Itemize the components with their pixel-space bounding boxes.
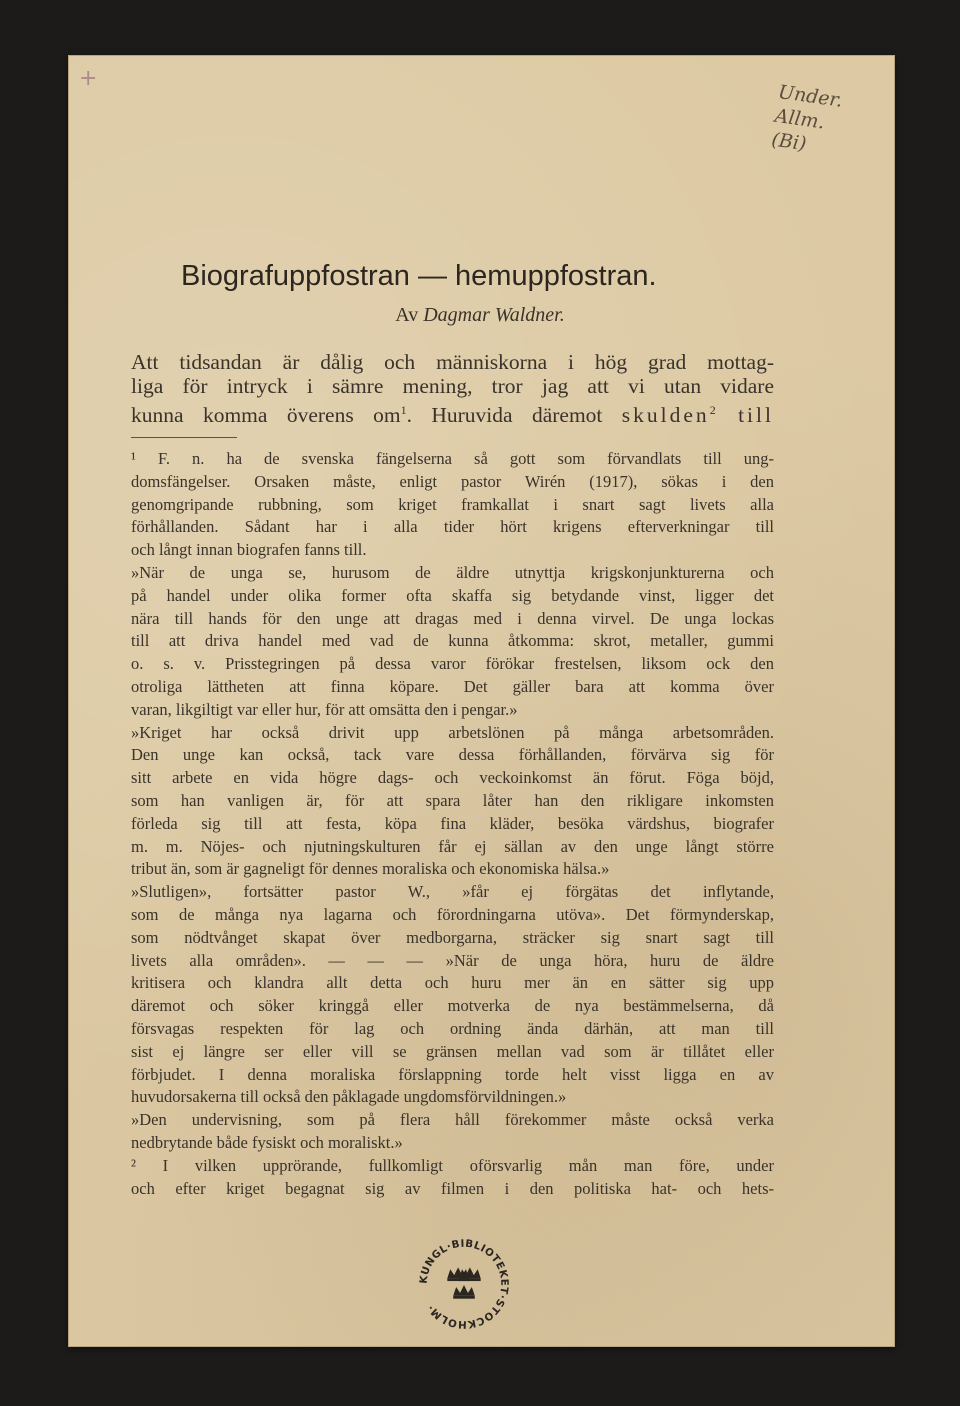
footnote-line: sitt arbete en vida högre dags- och veckoinkomst än förut. Föga böjd,: [131, 768, 774, 788]
footnote-line: »Slutligen», fortsätter pastor W., »får ej förgätas det inflytande,: [131, 882, 774, 902]
library-stamp: [415, 1235, 513, 1333]
handwritten-line: (Bi): [770, 128, 808, 156]
stamp-ring-text: [418, 1238, 511, 1331]
footnote-line: ² I vilken upprörande, fullkomligt oförsvarlig mån man före, under: [131, 1155, 774, 1175]
footnote-line: som han vanligen är, för att spara låter han den rikligare inkomsten: [131, 790, 774, 810]
footnote-line: otroliga lättheten att finna köpare. Det gäller bara att komma över: [131, 676, 774, 696]
text-line: [131, 398, 774, 427]
footnote-line: huvudorsakerna till också den påklagade ungdomsförvildningen.»: [131, 1087, 567, 1107]
footnote-line: kritisera och klandra allt detta och huru mer än en sätter sig upp: [131, 973, 774, 993]
stamp-ring-path: KUNGL·BIBLIOTEKET·STOCKHOLM·: [417, 1237, 511, 1331]
main-text: [131, 350, 774, 427]
handwritten-line: Allm.: [773, 104, 826, 134]
text-line: liga för intryck i sämre mening, tror jag att vi utan vidare: [131, 374, 774, 398]
footnote-line: till att driva handel med vad de kunna åtkomma: skrot, metaller, gummi: [131, 631, 774, 651]
footnote-line: m. m. Nöjes- och njutningskulturen får ej sällan av den unge långt större: [131, 836, 774, 856]
footnote-line: tribut än, som är gagneligt för dennes moraliska och ekonomiska hälsa.»: [131, 859, 610, 879]
footnote-line: förhållanden. Sådant har i alla tider hört krigens efterverkningar till: [131, 517, 774, 537]
handwritten-line: Under.: [776, 80, 844, 112]
footnotes: [131, 448, 774, 1200]
footnote-line: på handel under olika former ofta skaffa sig betydande vinst, ligger det: [131, 585, 774, 605]
footnote-line: »Den undervisning, som på flera håll förekommer måste också verka: [131, 1110, 774, 1130]
byline-prefix: Av: [395, 304, 419, 326]
footnote-divider: [131, 437, 237, 438]
footnote-line: som de många nya lagarna och förordningarna utöva». Det förmynderskap,: [131, 904, 774, 924]
footnote-ref: 1: [400, 403, 407, 417]
footnote-line: nedbrytande både fysiskt och moraliskt.»: [131, 1132, 403, 1152]
text-line: Att tidsandan är dålig och människorna i hög grad mottag-: [131, 350, 774, 374]
footnote-line: varan, likgiltigt var eller hur, för att omsätta den i pengar.»: [131, 699, 518, 719]
footnote-line: däremot och söker kringgå eller motverka de nya bestämmelserna, då: [131, 996, 774, 1016]
footnote-line: livets alla områden». — — — »När de unga höra, huru de äldre: [131, 950, 774, 970]
crown-icon: [453, 1285, 475, 1299]
crown-icon: [459, 1267, 481, 1281]
footnote-line: förleda sig till att festa, köpa fina kläder, besöka värdshus, biografer: [131, 813, 774, 833]
footnote-line: nära till hands för den unge att dragas med i denna virvel. De unga lockas: [131, 608, 774, 628]
text-fragment: till: [715, 403, 774, 428]
byline: [0, 304, 960, 327]
footnote-line: domsfängelser. Orsaken måste, enligt pastor Wirén (1917), sökas i den: [131, 471, 774, 491]
handwritten-note: [770, 80, 889, 167]
article-title: Biografuppfostran — hemuppfostran.: [181, 260, 657, 292]
footnote-line: och långt innan biografen fanns till.: [131, 540, 367, 560]
footnote-line: sist ej längre ser eller vill se gränsen mellan vad som är tillåtet eller: [131, 1041, 774, 1061]
footnote-line: ¹ F. n. ha de svenska fängelserna så gott som förvandlats till ung-: [131, 449, 774, 468]
spaced-word: skulden: [621, 403, 710, 428]
footnote-line: Den unge kan också, tack vare dessa förhållanden, förvärva sig för: [131, 745, 774, 765]
text-fragment: kunna komma överens om: [131, 403, 401, 428]
footnote-line: försvagas respekten för lag och ordning ända därhän, att man till: [131, 1018, 774, 1038]
footnote-line: genomgripande rubbning, som kriget framkallat i snart sagt livets alla: [131, 494, 774, 514]
corner-mark: +: [79, 66, 98, 91]
text-fragment: . Huruvida däremot: [406, 403, 622, 428]
footnote-ref: 2: [709, 403, 716, 417]
footnote-line: o. s. v. Prisstegringen på dessa varor förökar frestelsen, liksom ock den: [131, 654, 774, 674]
footnote-line: förbjudet. I denna moraliska förslappning torde helt visst ligga en av: [131, 1064, 774, 1084]
footnote-line: »När de unga se, hurusom de äldre utnyttja krigskonjunkturerna och: [131, 562, 774, 582]
footnote-line: som nödtvånget skapat över medborgarna, sträcker sig snart sagt till: [131, 927, 774, 947]
footnote-line: »Kriget har också drivit upp arbetslönen på många arbetsområden.: [131, 722, 774, 742]
footnote-line: och efter kriget begagnat sig av filmen i den politiska hat- och hets-: [131, 1178, 774, 1198]
author-name: Dagmar Waldner.: [423, 304, 565, 326]
